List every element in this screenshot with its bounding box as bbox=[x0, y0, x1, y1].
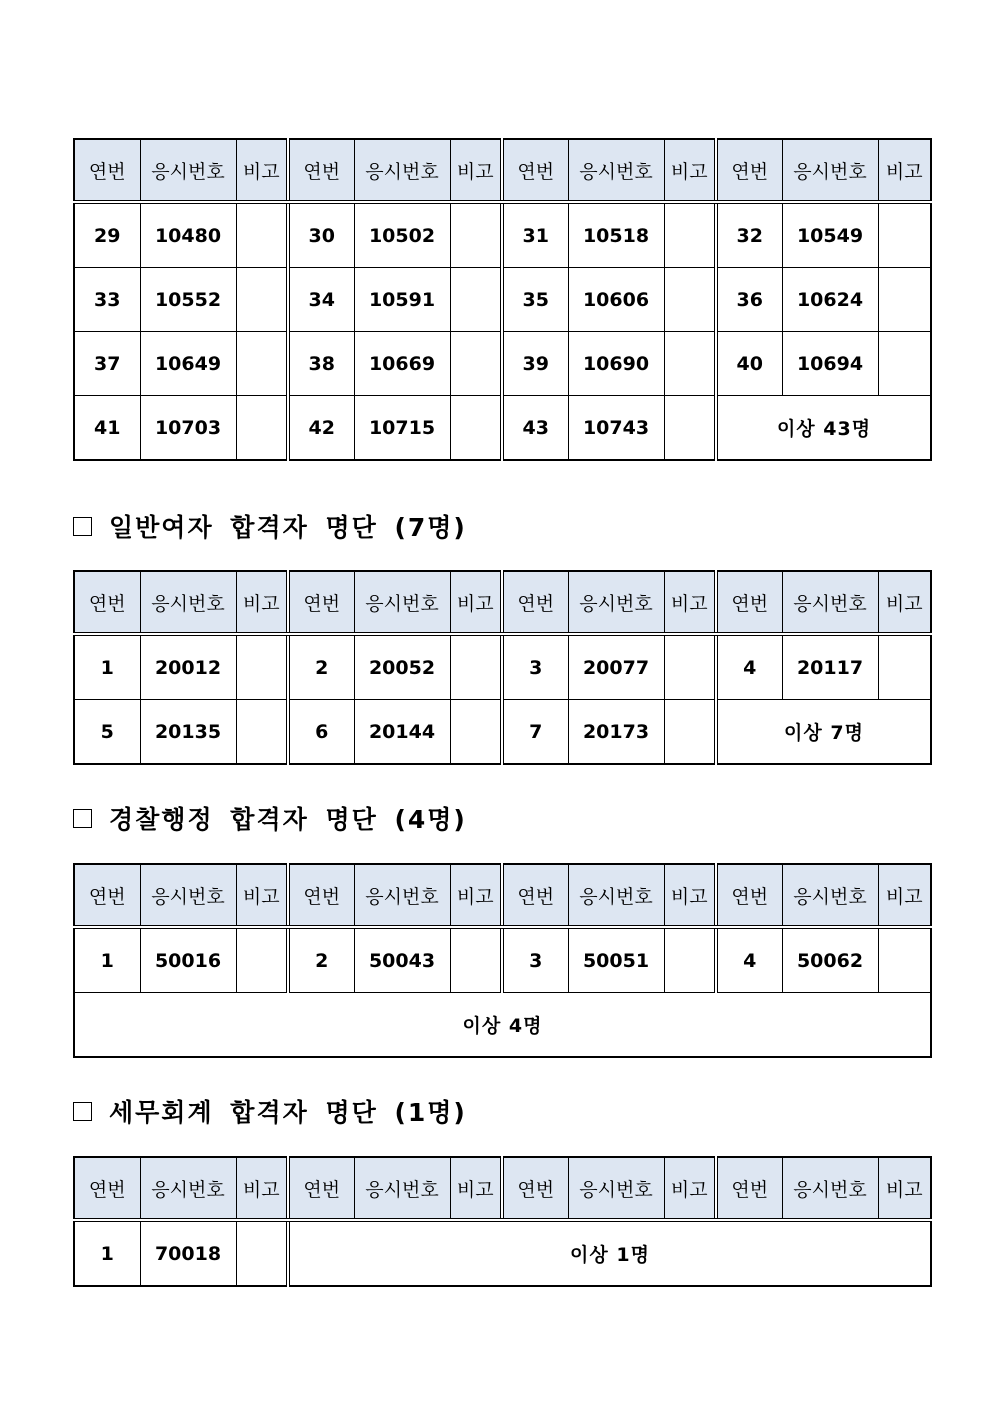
cell-exam-number: 10624 bbox=[782, 268, 878, 332]
cell-no: 40 bbox=[716, 332, 782, 396]
cell-exam-number: 10669 bbox=[354, 332, 450, 396]
table-header-row bbox=[74, 864, 931, 927]
cell-no: 33 bbox=[74, 268, 140, 332]
cell-exam-number: 20135 bbox=[140, 700, 236, 765]
header-exam-number: 응시번호 bbox=[782, 1157, 878, 1220]
cell-exam-number: 10518 bbox=[568, 202, 664, 268]
roster-table-general-male-continued bbox=[73, 138, 932, 461]
table-row bbox=[74, 700, 931, 765]
cell-no: 36 bbox=[716, 268, 782, 332]
header-no: 연번 bbox=[502, 139, 568, 202]
cell-note bbox=[878, 202, 931, 268]
table-row bbox=[74, 634, 931, 700]
header-exam-number: 응시번호 bbox=[354, 864, 450, 927]
header-no: 연번 bbox=[502, 1157, 568, 1220]
header-exam-number: 응시번호 bbox=[782, 139, 878, 202]
header-no: 연번 bbox=[716, 139, 782, 202]
cell-no: 29 bbox=[74, 202, 140, 268]
cell-exam-number: 20117 bbox=[782, 634, 878, 700]
cell-no: 4 bbox=[716, 634, 782, 700]
cell-exam-number: 10549 bbox=[782, 202, 878, 268]
checkbox-square-icon bbox=[73, 1102, 92, 1121]
header-exam-number: 응시번호 bbox=[140, 139, 236, 202]
header-note: 비고 bbox=[450, 571, 502, 634]
section-title-text: 경찰행정 합격자 명단 (4명) bbox=[109, 805, 467, 834]
cell-exam-number: 10743 bbox=[568, 396, 664, 461]
cell-note bbox=[664, 396, 716, 461]
header-exam-number: 응시번호 bbox=[354, 571, 450, 634]
header-exam-number: 응시번호 bbox=[782, 571, 878, 634]
cell-exam-number: 20052 bbox=[354, 634, 450, 700]
cell-no: 35 bbox=[502, 268, 568, 332]
cell-note bbox=[236, 396, 288, 461]
cell-exam-number: 10606 bbox=[568, 268, 664, 332]
cell-note bbox=[878, 268, 931, 332]
checkbox-square-icon bbox=[73, 517, 92, 536]
section-title-tax-accounting bbox=[73, 1093, 467, 1129]
roster-table-police-admin bbox=[73, 863, 932, 1058]
cell-note bbox=[236, 1220, 288, 1286]
header-exam-number: 응시번호 bbox=[568, 864, 664, 927]
cell-note bbox=[664, 332, 716, 396]
cell-no: 1 bbox=[74, 1220, 140, 1286]
header-no: 연번 bbox=[288, 864, 354, 927]
cell-note bbox=[664, 700, 716, 765]
header-no: 연번 bbox=[502, 571, 568, 634]
cell-note bbox=[450, 700, 502, 765]
cell-exam-number: 10703 bbox=[140, 396, 236, 461]
cell-no: 34 bbox=[288, 268, 354, 332]
section-title-text: 일반여자 합격자 명단 (7명) bbox=[109, 513, 467, 542]
total-count: 이상 4명 bbox=[74, 993, 931, 1058]
cell-note bbox=[450, 332, 502, 396]
checkbox-square-icon bbox=[73, 809, 92, 828]
cell-no: 2 bbox=[288, 634, 354, 700]
header-exam-number: 응시번호 bbox=[568, 1157, 664, 1220]
cell-note bbox=[664, 634, 716, 700]
header-note: 비고 bbox=[236, 1157, 288, 1220]
cell-note bbox=[664, 202, 716, 268]
cell-no: 6 bbox=[288, 700, 354, 765]
header-note: 비고 bbox=[450, 864, 502, 927]
header-exam-number: 응시번호 bbox=[354, 1157, 450, 1220]
header-no: 연번 bbox=[716, 571, 782, 634]
cell-note bbox=[236, 927, 288, 993]
cell-no: 4 bbox=[716, 927, 782, 993]
table-row bbox=[74, 396, 931, 461]
header-no: 연번 bbox=[74, 1157, 140, 1220]
cell-note bbox=[878, 634, 931, 700]
cell-exam-number: 10480 bbox=[140, 202, 236, 268]
header-note: 비고 bbox=[664, 1157, 716, 1220]
header-exam-number: 응시번호 bbox=[782, 864, 878, 927]
header-note: 비고 bbox=[878, 1157, 931, 1220]
header-exam-number: 응시번호 bbox=[568, 139, 664, 202]
header-note: 비고 bbox=[878, 139, 931, 202]
cell-exam-number: 50051 bbox=[568, 927, 664, 993]
cell-exam-number: 10591 bbox=[354, 268, 450, 332]
header-no: 연번 bbox=[502, 864, 568, 927]
header-no: 연번 bbox=[288, 139, 354, 202]
total-count: 이상 43명 bbox=[716, 396, 931, 461]
table-header-row bbox=[74, 139, 931, 202]
header-no: 연번 bbox=[74, 139, 140, 202]
table-row bbox=[74, 332, 931, 396]
cell-exam-number: 10694 bbox=[782, 332, 878, 396]
cell-exam-number: 10715 bbox=[354, 396, 450, 461]
cell-no: 5 bbox=[74, 700, 140, 765]
cell-note bbox=[236, 202, 288, 268]
header-note: 비고 bbox=[664, 571, 716, 634]
table-header-row bbox=[74, 1157, 931, 1220]
header-note: 비고 bbox=[878, 864, 931, 927]
cell-exam-number: 10552 bbox=[140, 268, 236, 332]
cell-exam-number: 50043 bbox=[354, 927, 450, 993]
cell-no: 7 bbox=[502, 700, 568, 765]
cell-no: 38 bbox=[288, 332, 354, 396]
header-no: 연번 bbox=[74, 571, 140, 634]
section-title-text: 세무회계 합격자 명단 (1명) bbox=[109, 1098, 467, 1127]
header-no: 연번 bbox=[288, 571, 354, 634]
cell-no: 31 bbox=[502, 202, 568, 268]
section-title-general-female bbox=[73, 508, 467, 544]
cell-note bbox=[664, 268, 716, 332]
cell-note bbox=[236, 268, 288, 332]
cell-note bbox=[236, 700, 288, 765]
cell-note bbox=[878, 332, 931, 396]
header-exam-number: 응시번호 bbox=[354, 139, 450, 202]
cell-note bbox=[450, 268, 502, 332]
cell-exam-number: 50062 bbox=[782, 927, 878, 993]
table-row bbox=[74, 268, 931, 332]
cell-no: 43 bbox=[502, 396, 568, 461]
cell-no: 39 bbox=[502, 332, 568, 396]
cell-exam-number: 10649 bbox=[140, 332, 236, 396]
header-note: 비고 bbox=[664, 864, 716, 927]
cell-no: 41 bbox=[74, 396, 140, 461]
cell-no: 1 bbox=[74, 634, 140, 700]
table-row bbox=[74, 1220, 931, 1286]
roster-table-tax-accounting bbox=[73, 1156, 932, 1287]
cell-exam-number: 50016 bbox=[140, 927, 236, 993]
header-exam-number: 응시번호 bbox=[140, 864, 236, 927]
cell-exam-number: 10690 bbox=[568, 332, 664, 396]
cell-no: 42 bbox=[288, 396, 354, 461]
cell-no: 30 bbox=[288, 202, 354, 268]
cell-note bbox=[664, 927, 716, 993]
header-note: 비고 bbox=[236, 139, 288, 202]
header-note: 비고 bbox=[236, 571, 288, 634]
cell-note bbox=[236, 332, 288, 396]
header-note: 비고 bbox=[878, 571, 931, 634]
header-note: 비고 bbox=[450, 139, 502, 202]
cell-note bbox=[450, 634, 502, 700]
cell-note bbox=[450, 927, 502, 993]
cell-exam-number: 20144 bbox=[354, 700, 450, 765]
cell-exam-number: 70018 bbox=[140, 1220, 236, 1286]
header-exam-number: 응시번호 bbox=[140, 1157, 236, 1220]
cell-no: 1 bbox=[74, 927, 140, 993]
cell-no: 32 bbox=[716, 202, 782, 268]
header-note: 비고 bbox=[236, 864, 288, 927]
header-exam-number: 응시번호 bbox=[568, 571, 664, 634]
table-row bbox=[74, 993, 931, 1058]
header-note: 비고 bbox=[664, 139, 716, 202]
section-title-police-admin bbox=[73, 800, 467, 836]
cell-note bbox=[450, 396, 502, 461]
total-count: 이상 1명 bbox=[288, 1220, 931, 1286]
header-no: 연번 bbox=[288, 1157, 354, 1220]
table-row bbox=[74, 927, 931, 993]
total-count: 이상 7명 bbox=[716, 700, 931, 765]
cell-exam-number: 20173 bbox=[568, 700, 664, 765]
header-exam-number: 응시번호 bbox=[140, 571, 236, 634]
cell-exam-number: 20012 bbox=[140, 634, 236, 700]
cell-exam-number: 20077 bbox=[568, 634, 664, 700]
cell-no: 3 bbox=[502, 927, 568, 993]
table-row bbox=[74, 202, 931, 268]
header-no: 연번 bbox=[74, 864, 140, 927]
header-no: 연번 bbox=[716, 864, 782, 927]
cell-no: 37 bbox=[74, 332, 140, 396]
cell-no: 3 bbox=[502, 634, 568, 700]
cell-note bbox=[450, 202, 502, 268]
cell-exam-number: 10502 bbox=[354, 202, 450, 268]
cell-note bbox=[878, 927, 931, 993]
header-no: 연번 bbox=[716, 1157, 782, 1220]
table-header-row bbox=[74, 571, 931, 634]
header-note: 비고 bbox=[450, 1157, 502, 1220]
cell-note bbox=[236, 634, 288, 700]
roster-table-general-female bbox=[73, 570, 932, 765]
cell-no: 2 bbox=[288, 927, 354, 993]
